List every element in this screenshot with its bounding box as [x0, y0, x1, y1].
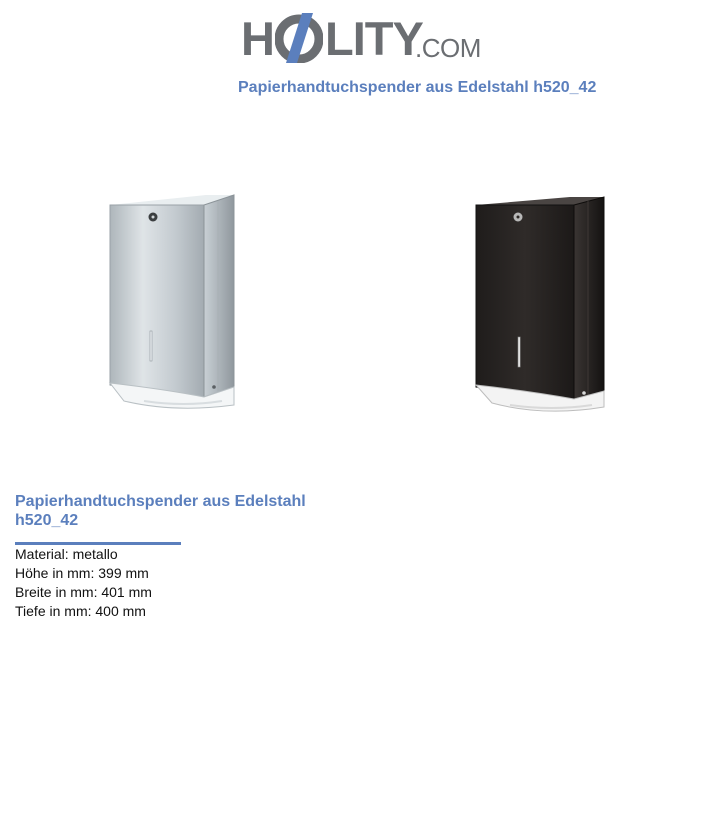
spec-width: Breite in mm: 401 mm: [15, 584, 152, 600]
spec-material: Material: metallo: [15, 546, 118, 562]
holity-logo: H LITY .COM: [241, 12, 481, 65]
spec-list: [15, 545, 152, 621]
product-image-black: [466, 185, 614, 420]
page-title: Papierhandtuchspender aus Edelstahl h520_42: [238, 79, 597, 96]
product-image-silver: [94, 175, 256, 415]
spec-height: Höhe in mm: 399 mm: [15, 565, 149, 581]
product-title: Papierhandtuchspender aus Edelstahl h520_42: [15, 493, 306, 529]
logo-o-icon: [275, 13, 323, 63]
spec-depth: Tiefe in mm: 400 mm: [15, 603, 146, 619]
